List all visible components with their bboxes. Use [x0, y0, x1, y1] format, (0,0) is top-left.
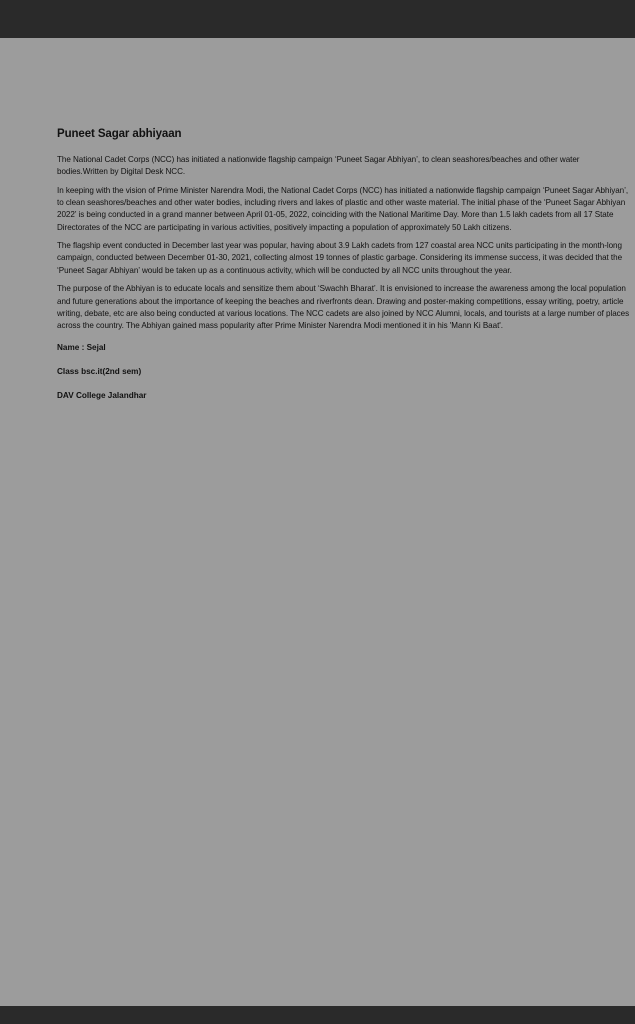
paragraph-purpose: The purpose of the Abhiyan is to educate locals and sensitize them about ‘Swachh Bharat’. It is envisioned to increase the awareness among the local population and future generations about the importance of keeping the beaches and riverfronts dean. Drawing and poster-making competitions, essay writing, poetry, article writing, debate, etc are also being conducted at various locations. The NCC cadets are also joined by NCC Alumni, locals, and tourists at a large number of places across the country. The Abhiyan gained mass popularity after Prime Minister Narendra Modi mentioned it in his 'Mann Ki Baat'. — [57, 284, 630, 330]
author-class: Class bsc.it(2nd sem) — [57, 367, 142, 377]
viewer-bottom-bar — [0, 1006, 635, 1024]
paragraph-vision: In keeping with the vision of Prime Minister Narendra Modi, the National Cadet Corps (NCC) has initiated a nationwide flagship campaign ‘Puneet Sagar Abhiyan’, to clean seashores/beaches and other water bodies, including rivers and lakes of plastic and other waste material. The initial phase of the ‘Puneet Sagar Abhiyan 2022’ is being conducted in a grand manner between April 01-05, 2022, coinciding with the National Maritime Day. More than 1.5 lakh cadets from all 17 State Directorates of the NCC are participating in various activities, positively impacting a population of approximately 50 Lakh citizens. — [57, 185, 629, 232]
author-name: Name : Sejal — [57, 343, 106, 353]
document-page — [0, 38, 635, 1006]
document-title: Puneet Sagar abhiyaan — [57, 128, 182, 140]
paragraph-flagship-event: The flagship event conducted in December last year was popular, having about 3.9 Lakh cadets from 127 coastal area NCC units participating in the month-long campaign, conducted between December 01-30, 2021, collecting almost 19 tonnes of plastic garbage. Considering its immense success, it was decided that the ‘Puneet Sagar Abhiyan’ would be taken up as a continuous activity, which will be conducted by all NCC units throughout the year. — [57, 241, 623, 275]
document-content — [57, 128, 631, 400]
author-college: DAV College Jalandhar — [57, 391, 147, 401]
paragraph-intro: The National Cadet Corps (NCC) has initiated a nationwide flagship campaign ‘Puneet Sagar Abhiyan’, to clean seashores/beaches and other water bodies.Written by Digital Desk NCC. — [57, 155, 580, 177]
viewer-top-bar — [0, 0, 635, 38]
